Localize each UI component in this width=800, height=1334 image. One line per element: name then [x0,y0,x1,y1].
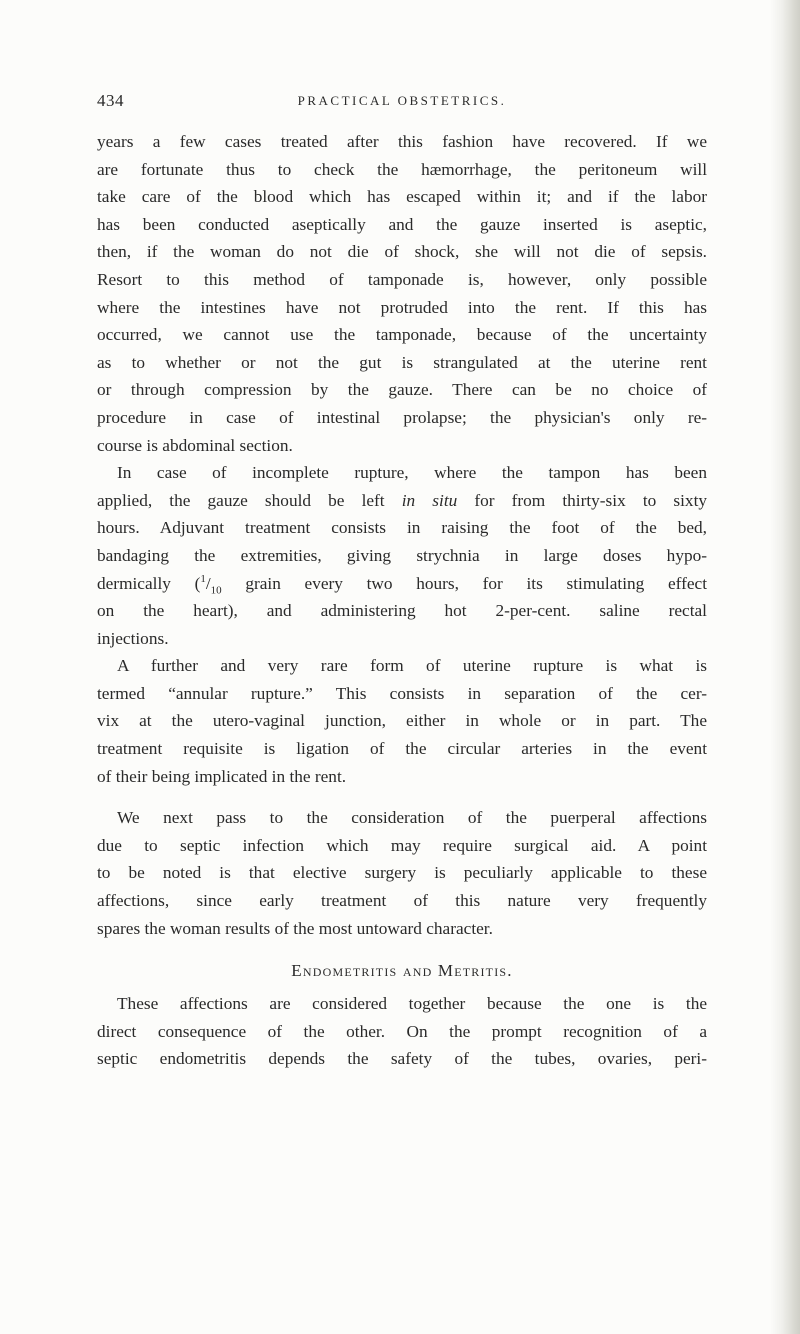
text-line: spares the woman results of the most untoward character. [97,918,493,938]
text-line: years a few cases treated after this fashion have recovered. If we [97,132,707,151]
text-line: to be noted is that elective surgery is peculiarly applicable to these [97,863,707,883]
fraction-denominator: 10 [210,583,222,596]
page-header [97,91,707,115]
paragraph-gap [97,942,707,956]
text-line: are fortunate thus to check the hæmorrhage, the peritoneum will [97,159,707,179]
text-line: on the heart), and administering hot 2-per-cent. saline rectal [97,601,707,621]
page-body [97,128,707,1073]
text-run: In case of incomplete rupture, where the tampon has been [117,463,707,483]
text-run: grain every two hours, for its stimulating effect [245,573,707,593]
text-line [97,459,707,487]
text-line: bandaging the extremities, giving strychnia in large doses hypo- [97,545,707,565]
text-line: take care of the blood which has escaped within it; and if the labor [97,187,707,207]
text-line: due to septic infection which may require surgical aid. A point [97,835,707,855]
italic-phrase: in situ [401,490,458,510]
text-line: has been conducted aseptically and the gauze inserted is aseptic, [97,214,707,234]
paragraph [97,128,707,459]
text-run: dermically ( [97,573,201,593]
text-run: applied, the gauze should be left [97,490,385,510]
text-line: direct consequence of the other. On the prompt recognition of a [97,1021,707,1041]
text-line: Resort to this method of tamponade is, however, only possible [97,269,707,289]
text-line: course is abdominal section. [97,435,293,455]
running-title: PRACTICAL OBSTETRICS. [297,93,507,108]
paragraph [97,804,707,942]
text-line: hours. Adjuvant treatment consists in raising the foot of the bed, [97,518,707,538]
text-line: injections. [97,628,169,648]
paragraph [97,652,707,790]
paragraph [97,990,707,1073]
fraction-numerator: 1 [200,572,206,585]
paragraph [97,459,707,652]
page-number: 434 [97,91,124,110]
text-run: for from thirty-six to sixty [474,490,708,510]
text-line: as to whether or not the gut is strangulated at the uterine rent [97,352,707,372]
text-line: occurred, we cannot use the tamponade, because of the uncertainty [97,325,707,345]
text-line: then, if the woman do not die of shock, she will not die of sepsis. [97,242,707,262]
text-line: A further and very rare form of uterine rupture is what is [117,656,707,676]
text-line: treatment requisite is ligation of the circular arteries in the event [97,739,707,759]
text-line: of their being implicated in the rent. [97,766,347,786]
section-heading: Endometritis and Metritis. [291,961,513,981]
text-line: septic endometritis depends the safety of the tubes, ovaries, peri- [97,1049,707,1069]
paragraph-gap [97,790,707,804]
text-line: procedure in case of intestinal prolapse; the physician's only re- [97,407,707,427]
text-line [97,487,707,515]
page-gutter-shadow [770,0,800,1334]
text-line: These affections are considered together because the one is the [117,994,707,1014]
text-line: dermically ($^1/_{10}$ grain every two hours, for its stimulating effect [97,572,707,596]
text-line: termed “annular rupture.” This consists in separation of the cer- [97,683,707,703]
text-line: affections, since early treatment of this nature very frequently [97,891,707,911]
text-line: or through compression by the gauze. There can be no choice of [97,380,707,400]
text-line: We next pass to the consideration of the puerperal affections [117,808,707,828]
text-line: where the intestines have not protruded into the rent. If this has [97,297,707,317]
text-line: vix at the utero-vaginal junction, either in whole or in part. The [97,711,707,731]
